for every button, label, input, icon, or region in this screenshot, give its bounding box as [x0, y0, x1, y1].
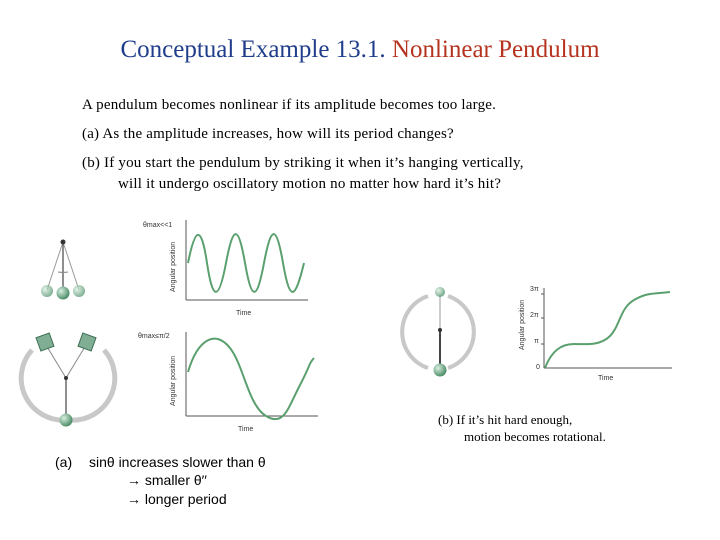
caption-b-line1: (b) If it’s hit hard enough, — [438, 412, 573, 427]
tick-pi: π — [534, 338, 539, 345]
pendulum-rotational — [398, 282, 478, 382]
caption-b-line2: motion becomes rotational. — [464, 429, 606, 444]
graph-rotational — [540, 286, 675, 376]
title-main: Conceptual Example 13.1. — [120, 36, 386, 63]
caption-b — [438, 411, 606, 445]
pendulum-small-amplitude — [30, 232, 100, 312]
tick-3pi: 3π — [530, 286, 539, 293]
pendulum-large-amplitude — [18, 325, 118, 430]
graph-small-amplitude — [168, 218, 310, 310]
tick-0: 0 — [536, 364, 540, 371]
title-accent: Nonlinear Pendulum — [391, 36, 600, 63]
xlabel-bottom-left: Time — [238, 426, 254, 433]
ylabel-right: Angular position — [519, 299, 526, 350]
caption-a-line3: → longer period — [127, 491, 227, 507]
graph-large-amplitude — [168, 330, 320, 422]
caption-a-line2: → smaller θ′′ — [127, 472, 207, 488]
question-b-line2: will it undergo oscillatory motion no matter how hard it’s hit? — [118, 176, 502, 192]
caption-a-line1: sinθ increases slower than θ — [89, 454, 266, 470]
xlabel-top-left: Time — [236, 310, 252, 317]
slide-title — [0, 36, 720, 64]
amp-label-bottom: θmax≤π/2 — [138, 333, 170, 340]
amp-label-top: θmax<<1 — [143, 222, 173, 229]
question-b-line1: (b) If you start the pendulum by striking it when it’s hanging vertically, — [82, 155, 524, 171]
xlabel-right: Time — [598, 375, 614, 382]
tick-2pi: 2π — [530, 312, 539, 319]
ylabel-bottom-left: Angular position — [170, 355, 177, 406]
ylabel-top-left: Angular position — [170, 241, 177, 292]
intro-text: A pendulum becomes nonlinear if its amplitude becomes too large. — [82, 97, 497, 113]
caption-a-label: (a) — [55, 454, 73, 470]
question-a: (a) As the amplitude increases, how will its period changes? — [82, 126, 454, 142]
